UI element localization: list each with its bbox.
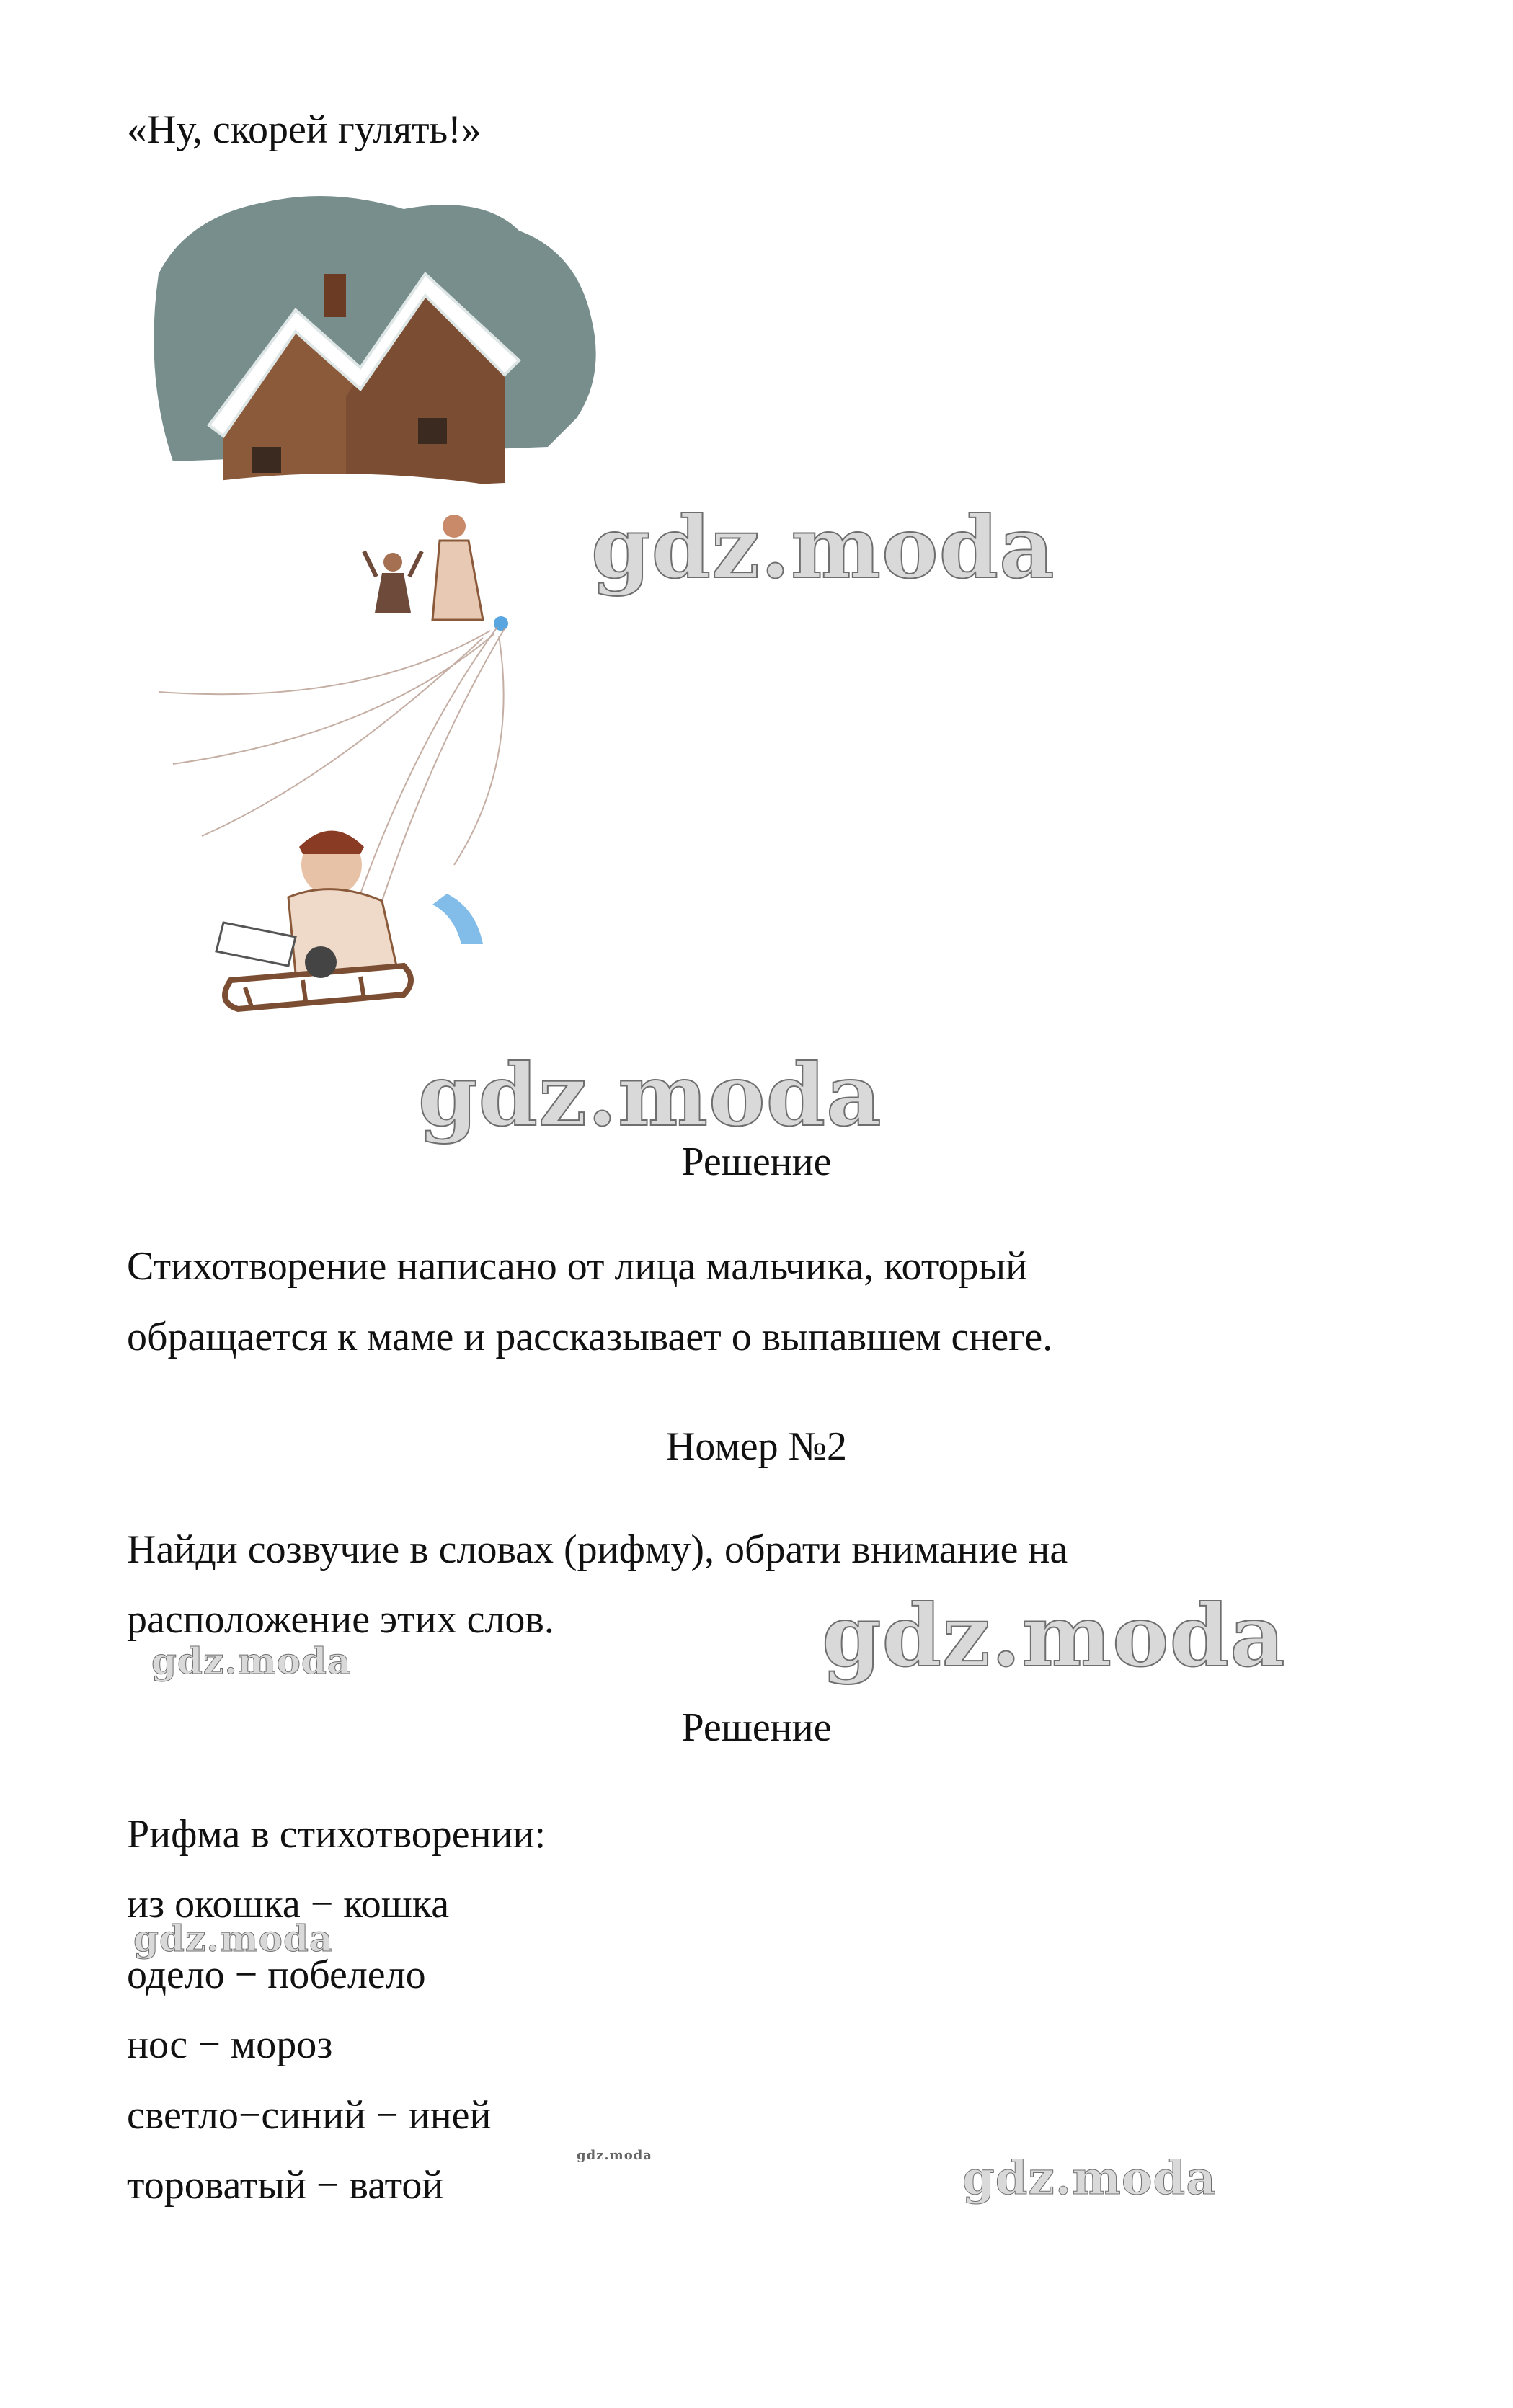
rhyme-intro: Рифма в стихотворении: xyxy=(127,1812,546,1857)
solution-heading-2: Решение xyxy=(681,1705,832,1750)
watermark-6: gdz.moda xyxy=(962,2151,1217,2205)
task-question-line-2: расположение этих слов. xyxy=(127,1597,554,1642)
task-question-line-1: Найди созвучие в словах (рифму), обрати внимание на xyxy=(127,1527,1068,1572)
winter-sledding-illustration-icon xyxy=(144,187,663,1031)
rhyme-item: нос − мороз xyxy=(127,2022,333,2067)
watermark-3: gdz.moda xyxy=(822,1586,1286,1686)
rhyme-item: одело − побелело xyxy=(127,1952,426,1997)
task-number-title: Номер №2 xyxy=(665,1424,848,1469)
rhyme-item: тороватый − ватой xyxy=(127,2163,444,2208)
rhyme-item: из окошка − кошка xyxy=(127,1882,450,1927)
watermark-4: gdz.moda xyxy=(151,1640,352,1682)
poem-title-line: «Ну, скорей гулять!» xyxy=(127,107,482,152)
watermark-7: gdz.moda xyxy=(577,2148,652,2163)
rhyme-item: светло−синий − иней xyxy=(127,2093,492,2138)
solution-heading-1: Решение xyxy=(681,1139,832,1184)
watermark-2: gdz.moda xyxy=(418,1045,882,1145)
solution-paragraph-line-1: Стихотворение написано от лица мальчика, который xyxy=(127,1244,1028,1289)
watermark-1: gdz.moda xyxy=(591,497,1055,597)
watermark-5: gdz.moda xyxy=(133,1917,334,1960)
solution-paragraph-line-2: обращается к маме и рассказывает о выпавшем снеге. xyxy=(127,1315,1053,1359)
